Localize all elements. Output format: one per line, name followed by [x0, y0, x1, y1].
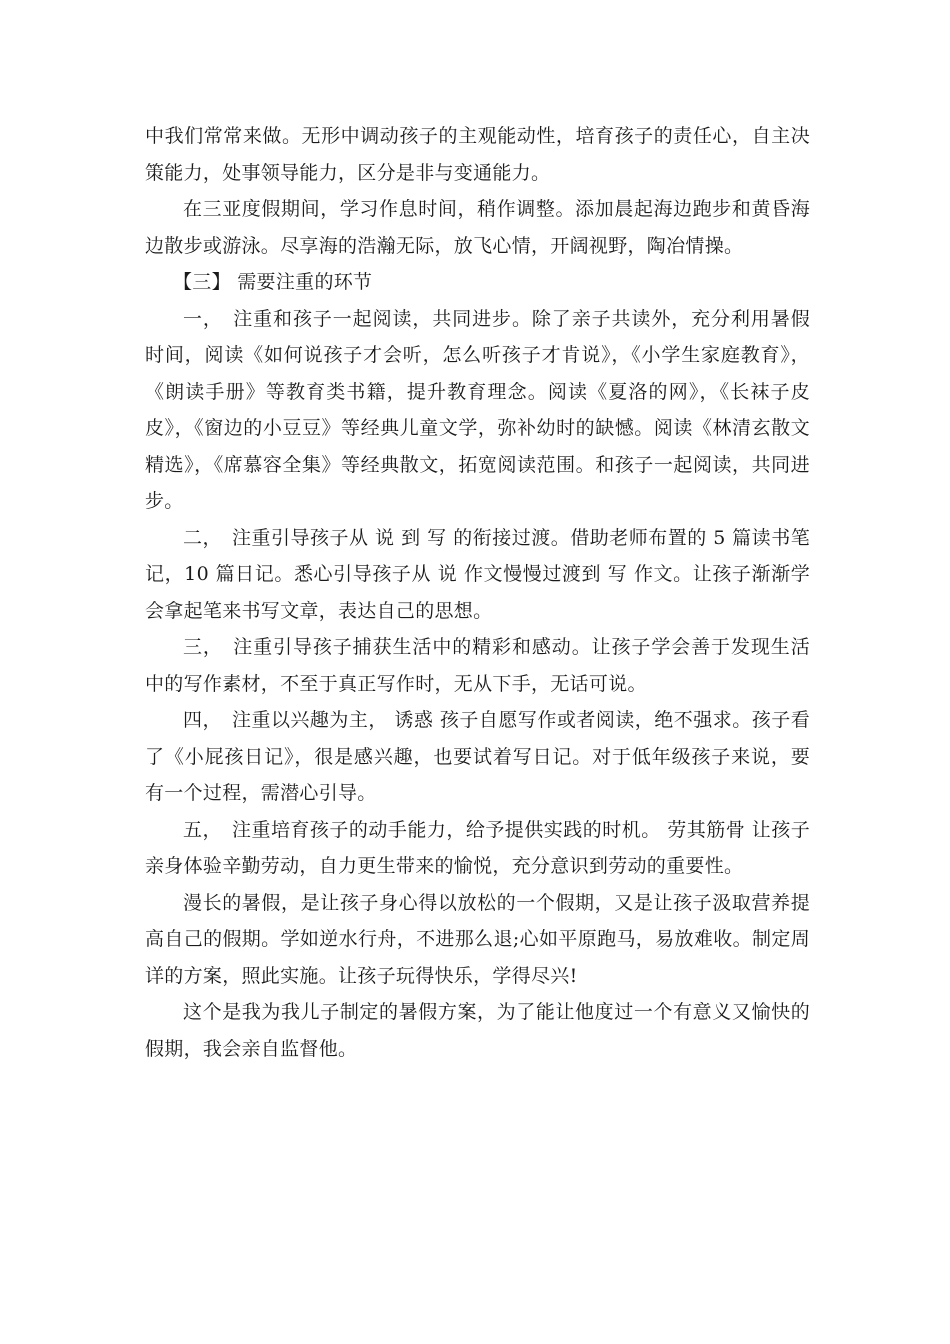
paragraph-closing-summary: 漫长的暑假，是让孩子身心得以放松的一个假期，又是让孩子汲取营养提高自己的假期。学如逆水行舟，不进那么退;心如平原跑马，易放难收。制定周详的方案，照此实施。让孩子玩得快乐，学得尽兴!	[145, 891, 810, 987]
list-item-reading: 一， 注重和孩子一起阅读，共同进步。除了亲子共读外，充分利用暑假时间，阅读《如何说孩子才会听，怎么听孩子才肯说》，《小学生家庭教育》，《朗读手册》等教育类书籍，提升教育理念。阅读《夏洛的网》，《长袜子皮皮》，《窗边的小豆豆》等经典儿童文学，弥补幼时的缺憾。阅读《林清玄散文精选》，《席慕容全集》等经典散文，拓宽阅读范围。和孩子一起阅读，共同进步。	[145, 307, 810, 512]
section-heading: 【三】 需要注重的环节	[173, 271, 373, 293]
paragraph-closing-statement: 这个是我为我儿子制定的暑假方案，为了能让他度过一个有意义又愉快的假期，我会亲自监督他。	[145, 1001, 810, 1060]
list-item-interest: 四， 注重以兴趣为主， 诱惑 孩子自愿写作或者阅读，绝不强求。孩子看了《小屁孩日记》，很是感兴趣，也要试着写日记。对于低年级孩子来说，要有一个过程，需潜心引导。	[145, 709, 810, 804]
paragraph-continuation: 中我们常常来做。无形中调动孩子的主观能动性，培育孩子的责任心，自主决策能力，处事领导能力，区分是非与变通能力。	[145, 125, 810, 184]
list-item-speaking-to-writing: 二， 注重引导孩子从 说 到 写 的衔接过渡。借助老师布置的 5 篇读书笔记，10 篇日记。悉心引导孩子从 说 作文慢慢过渡到 写 作文。让孩子渐渐学会拿起笔来书写文章，表达自己的思想。	[145, 526, 810, 622]
list-item-hands-on: 五， 注重培育孩子的动手能力，给予提供实践的时机。 劳其筋骨 让孩子亲身体验辛勤劳动，自力更生带来的愉悦，充分意识到劳动的重要性。	[145, 818, 810, 877]
list-item-life-moments: 三， 注重引导孩子捕获生活中的精彩和感动。让孩子学会善于发现生活中的写作素材，不至于真正写作时，无从下手，无话可说。	[145, 636, 810, 695]
paragraph-sanya-vacation: 在三亚度假期间，学习作息时间，稍作调整。添加晨起海边跑步和黄昏海边散步或游泳。尽享海的浩瀚无际，放飞心情，开阔视野，陶冶情操。	[145, 198, 810, 257]
document-body	[145, 118, 810, 1067]
